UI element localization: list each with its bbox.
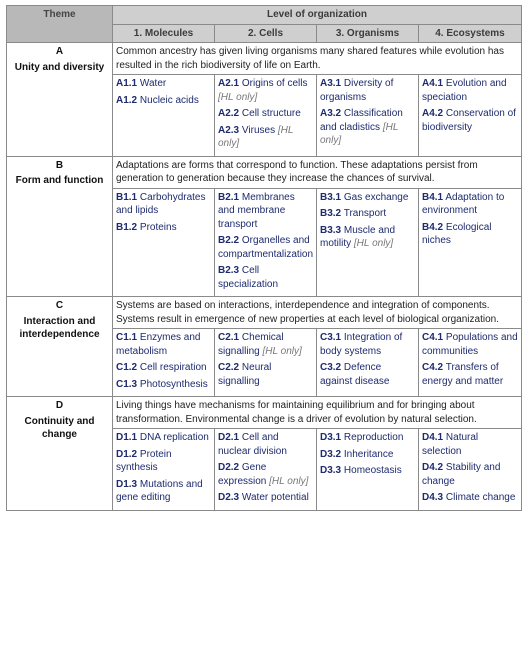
topic-title: Classification and cladistics <box>320 108 403 133</box>
topic-code: C3.1 <box>320 332 342 343</box>
topic-cell <box>419 188 522 297</box>
topic-code: C1.1 <box>116 332 138 343</box>
topic-item <box>218 191 313 232</box>
topic-title: Gas exchange <box>343 191 409 203</box>
topic-title: Neural signalling <box>218 362 272 387</box>
topic-item <box>218 107 313 121</box>
theme-description: Common ancestry has given living organisms many shared features while evolution has resulted in the rich biodiversity of life on Earth. <box>113 43 522 75</box>
topic-cell <box>317 75 419 157</box>
topic-title: Homeostasis <box>343 465 402 476</box>
topic-cell <box>215 75 317 157</box>
syllabus-table-container <box>6 5 521 511</box>
topic-item <box>116 77 211 91</box>
theme-name: Unity and diversity <box>14 61 105 73</box>
topic-title: Nucleic acids <box>139 94 199 106</box>
topic-item <box>320 107 415 148</box>
topic-item <box>218 234 313 261</box>
topic-item <box>116 94 211 108</box>
topic-title: Protein synthesis <box>116 448 172 473</box>
topic-code: C4.1 <box>422 332 444 343</box>
theme-name: Form and function <box>15 175 104 186</box>
topic-title: Defence against disease <box>320 362 390 387</box>
topic-item <box>116 191 211 218</box>
topic-code: A1.2 <box>116 94 138 106</box>
topic-item <box>422 431 518 458</box>
topic-cell <box>215 429 317 511</box>
topic-code: A3.1 <box>320 78 342 89</box>
topic-item <box>218 361 313 388</box>
theme-cell <box>7 156 113 297</box>
topic-cell <box>419 75 522 157</box>
topic-code: B3.1 <box>320 191 342 203</box>
topic-cell <box>317 188 419 297</box>
theme-description: Living things have mechanisms for maintaining equilibrium and for bringing about transformation. Environmental change is a driver of evolution by natural selection. <box>113 397 522 429</box>
topic-code: B2.2 <box>218 235 240 246</box>
topic-code: D4.3 <box>422 492 444 503</box>
theme-name: Interaction and interdependence <box>19 315 100 340</box>
theme-name: Continuity and change <box>24 415 95 440</box>
topic-item <box>422 461 518 488</box>
hl-only-note: [HL only] <box>218 91 258 103</box>
theme-letter: D <box>55 400 64 411</box>
topic-code: D3.3 <box>320 465 342 476</box>
topic-code: A2.1 <box>218 78 240 89</box>
topic-title: Photosynthesis <box>139 378 208 390</box>
topic-title: Water potential <box>241 492 309 503</box>
hl-only-note: [HL only] <box>262 345 302 357</box>
level-header: Level of organization <box>113 6 522 25</box>
topic-item <box>422 107 518 134</box>
topic-item <box>218 77 313 104</box>
topic-item <box>116 448 211 475</box>
topic-item <box>218 124 313 151</box>
hl-only-note: [HL only] <box>320 121 399 146</box>
topic-cell <box>317 429 419 511</box>
topic-title: Populations and communities <box>422 332 518 357</box>
hl-only-note: [HL only] <box>269 475 309 487</box>
topic-code: D1.3 <box>116 478 138 490</box>
topic-title: Ecological niches <box>422 221 492 246</box>
topic-item <box>116 221 211 235</box>
theme-letter: B <box>55 159 64 171</box>
topic-code: D1.2 <box>116 448 138 460</box>
theme-cell <box>7 297 113 397</box>
topic-title: Membranes and membrane transport <box>218 191 295 230</box>
topic-item <box>218 461 313 488</box>
topic-code: C2.2 <box>218 362 240 373</box>
theme-description-row <box>7 156 522 188</box>
theme-header: Theme <box>7 6 113 43</box>
topic-cell <box>113 429 215 511</box>
topic-code: B1.1 <box>116 191 138 203</box>
topic-code: A2.3 <box>218 124 240 136</box>
topic-item <box>218 431 313 458</box>
topic-code: B3.2 <box>320 208 342 219</box>
topic-title: Cell and nuclear division <box>218 432 287 457</box>
topic-cell <box>215 329 317 397</box>
topic-cell <box>113 188 215 297</box>
topic-code: D2.1 <box>218 432 240 443</box>
topic-item <box>320 224 415 251</box>
topic-code: B4.1 <box>422 191 444 203</box>
topic-code: A1.1 <box>116 78 138 89</box>
column-header: 1. Molecules <box>113 24 215 43</box>
topic-item <box>218 491 313 505</box>
topic-item <box>116 478 211 505</box>
topic-title: Stability and change <box>422 462 501 487</box>
topic-cell <box>419 329 522 397</box>
topic-title: Cell specialization <box>218 265 279 290</box>
theme-letter: A <box>55 46 64 57</box>
theme-cell <box>7 397 113 511</box>
topic-code: C1.3 <box>116 378 138 390</box>
topic-title: Chemical signalling <box>218 332 284 357</box>
topic-title: Proteins <box>139 221 177 233</box>
topic-item <box>422 491 518 505</box>
topic-item <box>422 77 518 104</box>
topic-item <box>320 207 415 221</box>
topic-title: Muscle and motility <box>320 224 396 249</box>
topic-title: Integration of body systems <box>320 332 403 357</box>
topic-title: Conservation of biodiversity <box>422 108 516 133</box>
topic-code: A4.1 <box>422 78 444 89</box>
topic-item <box>116 431 211 445</box>
topic-item <box>422 191 518 218</box>
topic-code: D3.1 <box>320 432 342 443</box>
topic-title: Viruses <box>241 124 276 136</box>
topic-code: C4.2 <box>422 362 444 373</box>
topic-code: B3.3 <box>320 224 342 236</box>
topic-code: D4.2 <box>422 462 444 473</box>
topic-cell <box>215 188 317 297</box>
topic-title: Origins of cells <box>241 78 308 89</box>
column-header: 4. Ecosystems <box>419 24 522 43</box>
topic-item <box>320 191 415 205</box>
theme-description: Systems are based on interactions, interdependence and integration of components. Systems result in emergence of new properties at each level of biological organization. <box>113 297 522 329</box>
syllabus-table <box>6 5 522 511</box>
hl-only-note: [HL only] <box>353 238 394 249</box>
topic-title: Evolution and speciation <box>422 78 507 103</box>
topic-code: D4.1 <box>422 432 444 443</box>
topic-item <box>320 431 415 445</box>
header-row-1 <box>7 6 522 25</box>
topic-code: B1.2 <box>116 221 138 233</box>
theme-description: Adaptations are forms that correspond to function. These adaptations persist from generation to generation because they increase the chances of survival. <box>113 156 522 188</box>
topic-title: Carbohydrates and lipids <box>116 191 206 216</box>
topic-item <box>218 264 313 291</box>
topic-item <box>422 361 518 388</box>
topic-title: DNA replication <box>139 432 209 443</box>
topic-item <box>422 221 518 248</box>
topic-code: A2.2 <box>218 108 240 119</box>
topic-cell <box>419 429 522 511</box>
topic-title: Enzymes and metabolism <box>116 332 201 357</box>
topic-code: B4.2 <box>422 221 444 233</box>
topic-cell <box>113 75 215 157</box>
topic-code: B2.3 <box>218 265 240 276</box>
topic-cell <box>113 329 215 397</box>
topic-title: Adaptation to environment <box>422 191 505 216</box>
topic-title: Organelles and compartmentalization <box>218 235 314 260</box>
table-body <box>7 43 522 511</box>
topic-item <box>218 331 313 358</box>
topic-title: Reproduction <box>343 432 404 443</box>
topic-item <box>320 331 415 358</box>
topic-code: C3.2 <box>320 362 342 373</box>
topic-title: Water <box>139 78 167 89</box>
column-header: 3. Organisms <box>317 24 419 43</box>
topic-title: Transport <box>343 208 387 219</box>
topic-code: D1.1 <box>116 432 138 443</box>
theme-cell <box>7 43 113 157</box>
topic-title: Transfers of energy and matter <box>422 362 504 387</box>
topic-title: Climate change <box>445 492 516 503</box>
topic-title: Diversity of organisms <box>320 78 394 103</box>
topic-code: C1.2 <box>116 362 138 373</box>
topic-title: Inheritance <box>343 448 394 460</box>
topic-code: D2.2 <box>218 462 240 473</box>
topic-code: D2.3 <box>218 492 240 503</box>
topic-title: Natural selection <box>422 432 479 457</box>
topic-cell <box>317 329 419 397</box>
column-header: 2. Cells <box>215 24 317 43</box>
topic-item <box>320 77 415 104</box>
topic-item <box>116 331 211 358</box>
theme-description-row <box>7 297 522 329</box>
theme-letter: C <box>55 300 64 311</box>
topic-item <box>320 448 415 462</box>
topic-title: Cell structure <box>241 108 301 119</box>
topic-code: A3.2 <box>320 108 342 119</box>
theme-description-row <box>7 43 522 75</box>
topic-code: A4.2 <box>422 108 444 119</box>
topic-title: Cell respiration <box>139 362 207 373</box>
theme-description-row <box>7 397 522 429</box>
topic-item <box>116 361 211 375</box>
topic-code: B2.1 <box>218 191 240 203</box>
topic-code: C2.1 <box>218 332 240 343</box>
topic-title: Gene expression <box>218 462 267 487</box>
topic-title: Mutations and gene editing <box>116 478 203 503</box>
topic-item <box>116 378 211 392</box>
topic-item <box>320 361 415 388</box>
topic-item <box>422 331 518 358</box>
hl-only-note: [HL only] <box>218 124 294 149</box>
topic-code: D3.2 <box>320 448 342 460</box>
topic-item <box>320 464 415 478</box>
